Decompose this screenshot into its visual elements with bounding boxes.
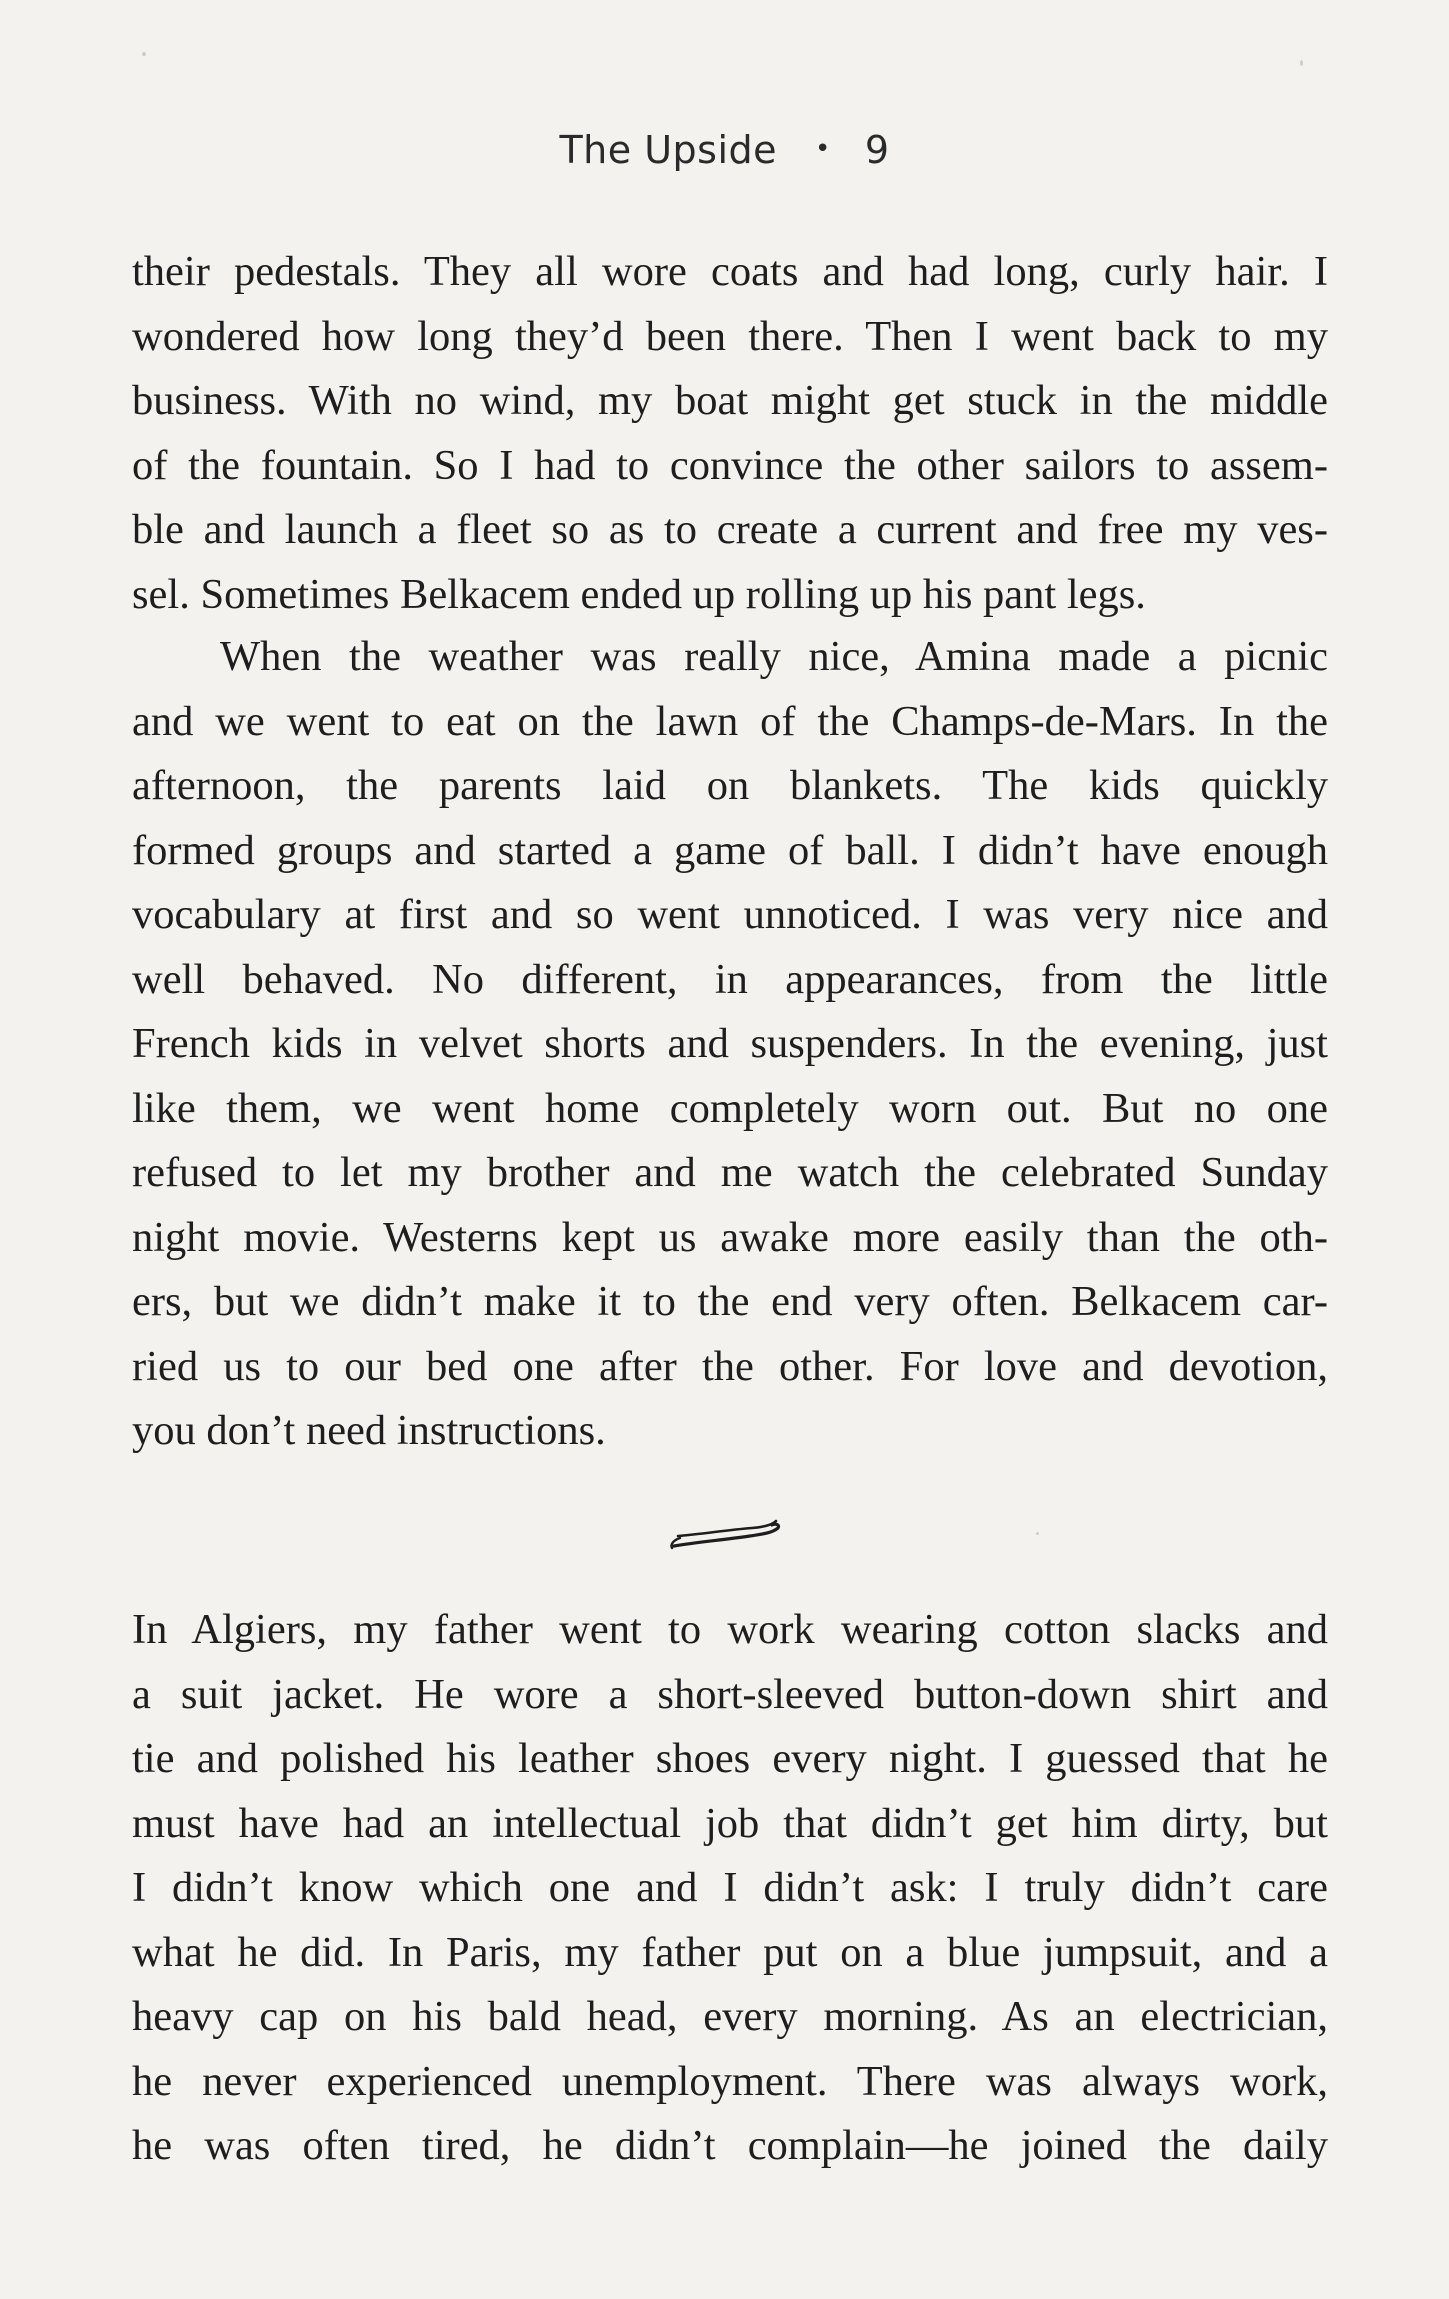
header-separator: • [815,134,831,164]
page-number: 9 [864,128,890,172]
text-line: he never experienced unemployment. There was always work, [132,2057,1328,2105]
text-line: a suit jacket. He wore a short-sleeved button-down shirt and [132,1670,1328,1718]
paragraph-picnic [132,625,1328,1464]
text-line: you don’t need instructions. [132,1407,606,1454]
book-title: The Upside [559,128,777,172]
text-line: like them, we went home completely worn out. But no one [132,1084,1328,1132]
text-line: afternoon, the parents laid on blankets. The kids quickly [132,762,1328,809]
text-line: I didn’t know which one and I didn’t ask: I truly didn’t care [132,1864,1328,1911]
text-line: heavy cap on his bald head, every morning. As an electrician, [132,1993,1328,2040]
text-line: In Algiers, my father went to work wearing cotton slacks and [132,1606,1328,1653]
text-line: wondered how long they’d been there. Then I went back to my [132,312,1328,360]
running-head [0,128,1449,172]
text-line: vocabulary at first and so went unnoticed. I was very nice and [132,891,1328,938]
scan-speck [1036,1532,1039,1535]
text-line: When the weather was really nice, Amina made a picnic [220,633,1328,680]
text-line: sel. Sometimes Belkacem ended up rolling up his pant legs. [132,570,1146,618]
text-line: their pedestals. They all wore coats and had long, curly hair. I [132,248,1328,295]
text-line: ble and launch a fleet so as to create a current and free my ves- [132,506,1328,553]
section-break-flourish-icon [668,1506,788,1554]
text-line: he was often tired, he didn’t complain—he joined the daily [132,2122,1328,2169]
paragraph-continued [132,240,1328,627]
text-line: business. With no wind, my boat might get stuck in the middle [132,377,1328,424]
paragraph-algiers [132,1598,1328,2179]
text-line: of the fountain. So I had to convince the other sailors to assem- [132,441,1328,489]
text-line: and we went to eat on the lawn of the Champs-de-Mars. In the [132,697,1328,745]
text-line: ers, but we didn’t make it to the end very often. Belkacem car- [132,1278,1328,1325]
text-line: what he did. In Paris, my father put on a blue jumpsuit, and a [132,1928,1328,1976]
text-line: tie and polished his leather shoes every night. I guessed that he [132,1735,1328,1782]
text-line: ried us to our bed one after the other. For love and devotion, [132,1342,1328,1390]
text-line: night movie. Westerns kept us awake more easily than the oth- [132,1213,1328,1261]
scan-speck [142,52,146,56]
text-line: must have had an intellectual job that didn’t get him dirty, but [132,1799,1328,1847]
scan-speck [1300,60,1303,66]
text-line: well behaved. No different, in appearances, from the little [132,955,1328,1003]
text-line: formed groups and started a game of ball. I didn’t have enough [132,826,1328,874]
text-line: French kids in velvet shorts and suspenders. In the evening, just [132,1020,1328,1067]
text-line: refused to let my brother and me watch the celebrated Sunday [132,1149,1328,1196]
